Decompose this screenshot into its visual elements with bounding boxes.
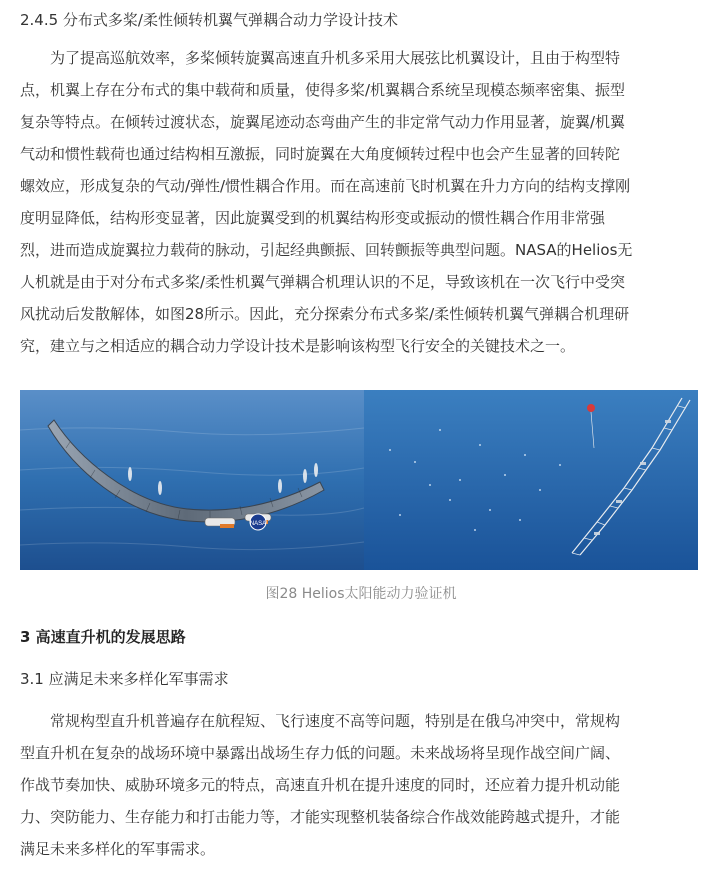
paragraph-line: 作战节奏加快、威胁环境多元的特点，高速直升机在提升速度的同时，还应着力提升机动能	[20, 776, 621, 794]
paragraph-line: 气动和惯性载荷也通过结构相互激振，同时旋翼在大角度倾转过程中也会产生显著的回转陀	[20, 145, 621, 163]
paragraph-line: 为了提高巡航效率，多桨倾转旋翼高速直升机多采用大展弦比机翼设计，且由于构型特	[50, 49, 621, 67]
section-3-heading: 3 高速直升机的发展思路	[20, 628, 186, 646]
paragraph-line: 螺效应，形成复杂的气动/弹性/惯性耦合作用。而在高速前飞时机翼在升力方向的结构支撑刚	[20, 177, 631, 195]
paragraph-line: 究，建立与之相适应的耦合动力学设计技术是影响该构型飞行安全的关键技术之一。	[20, 337, 576, 355]
paragraph-line: 力、突防能力、生存能力和打击能力等，才能实现整机装备综合作战效能跨越式提升，才能	[20, 808, 621, 826]
paragraph-line: 度明显降低，结构形变显著，因此旋翼受到的机翼结构形变或振动的惯性耦合作用非常强	[20, 209, 606, 227]
paragraph-line: 满足未来多样化的军事需求。	[20, 840, 216, 858]
paragraph-line: 烈，进而造成旋翼拉力载荷的脉动，引起经典颤振、回转颤振等典型问题。NASA的Helios无	[20, 241, 633, 259]
nasa-logo-text: NASA	[249, 521, 267, 527]
helios-breakup-photo	[364, 390, 698, 570]
section-2-4-5-heading: 2.4.5 分布式多桨/柔性倾转机翼气弹耦合动力学设计技术	[20, 11, 398, 29]
figure-28-caption: 图28 Helios太阳能动力验证机	[265, 586, 457, 602]
paragraph-line: 人机就是由于对分布式多桨/柔性机翼气弹耦合机理认识的不足，导致该机在一次飞行中受突	[20, 273, 626, 291]
paragraph-line: 复杂等特点。在倾转过渡状态，旋翼尾迹动态弯曲产生的非定常气动力作用显著，旋翼/机翼	[20, 113, 626, 131]
helios-aircraft-photo	[20, 390, 364, 570]
section-3-1-heading: 3.1 应满足未来多样化军事需求	[20, 670, 229, 688]
paragraph-line: 点，机翼上存在分布式的集中载荷和质量，使得多桨/机翼耦合系统呈现模态频率密集、振型	[20, 81, 626, 99]
paragraph-line: 风扰动后发散解体，如图28所示。因此，充分探索分布式多桨/柔性倾转机翼气弹耦合机理研	[20, 305, 630, 323]
section-3-1-paragraph	[20, 705, 706, 865]
figure-28-helios-photos	[20, 390, 698, 570]
section-2-4-5-paragraph	[20, 42, 706, 362]
paragraph-line: 常规构型直升机普遍存在航程短、飞行速度不高等问题，特别是在俄乌冲突中，常规构	[50, 712, 621, 730]
paragraph-line: 型直升机在复杂的战场环境中暴露出战场生存力低的问题。未来战场将呈现作战空间广阔、	[20, 744, 621, 762]
